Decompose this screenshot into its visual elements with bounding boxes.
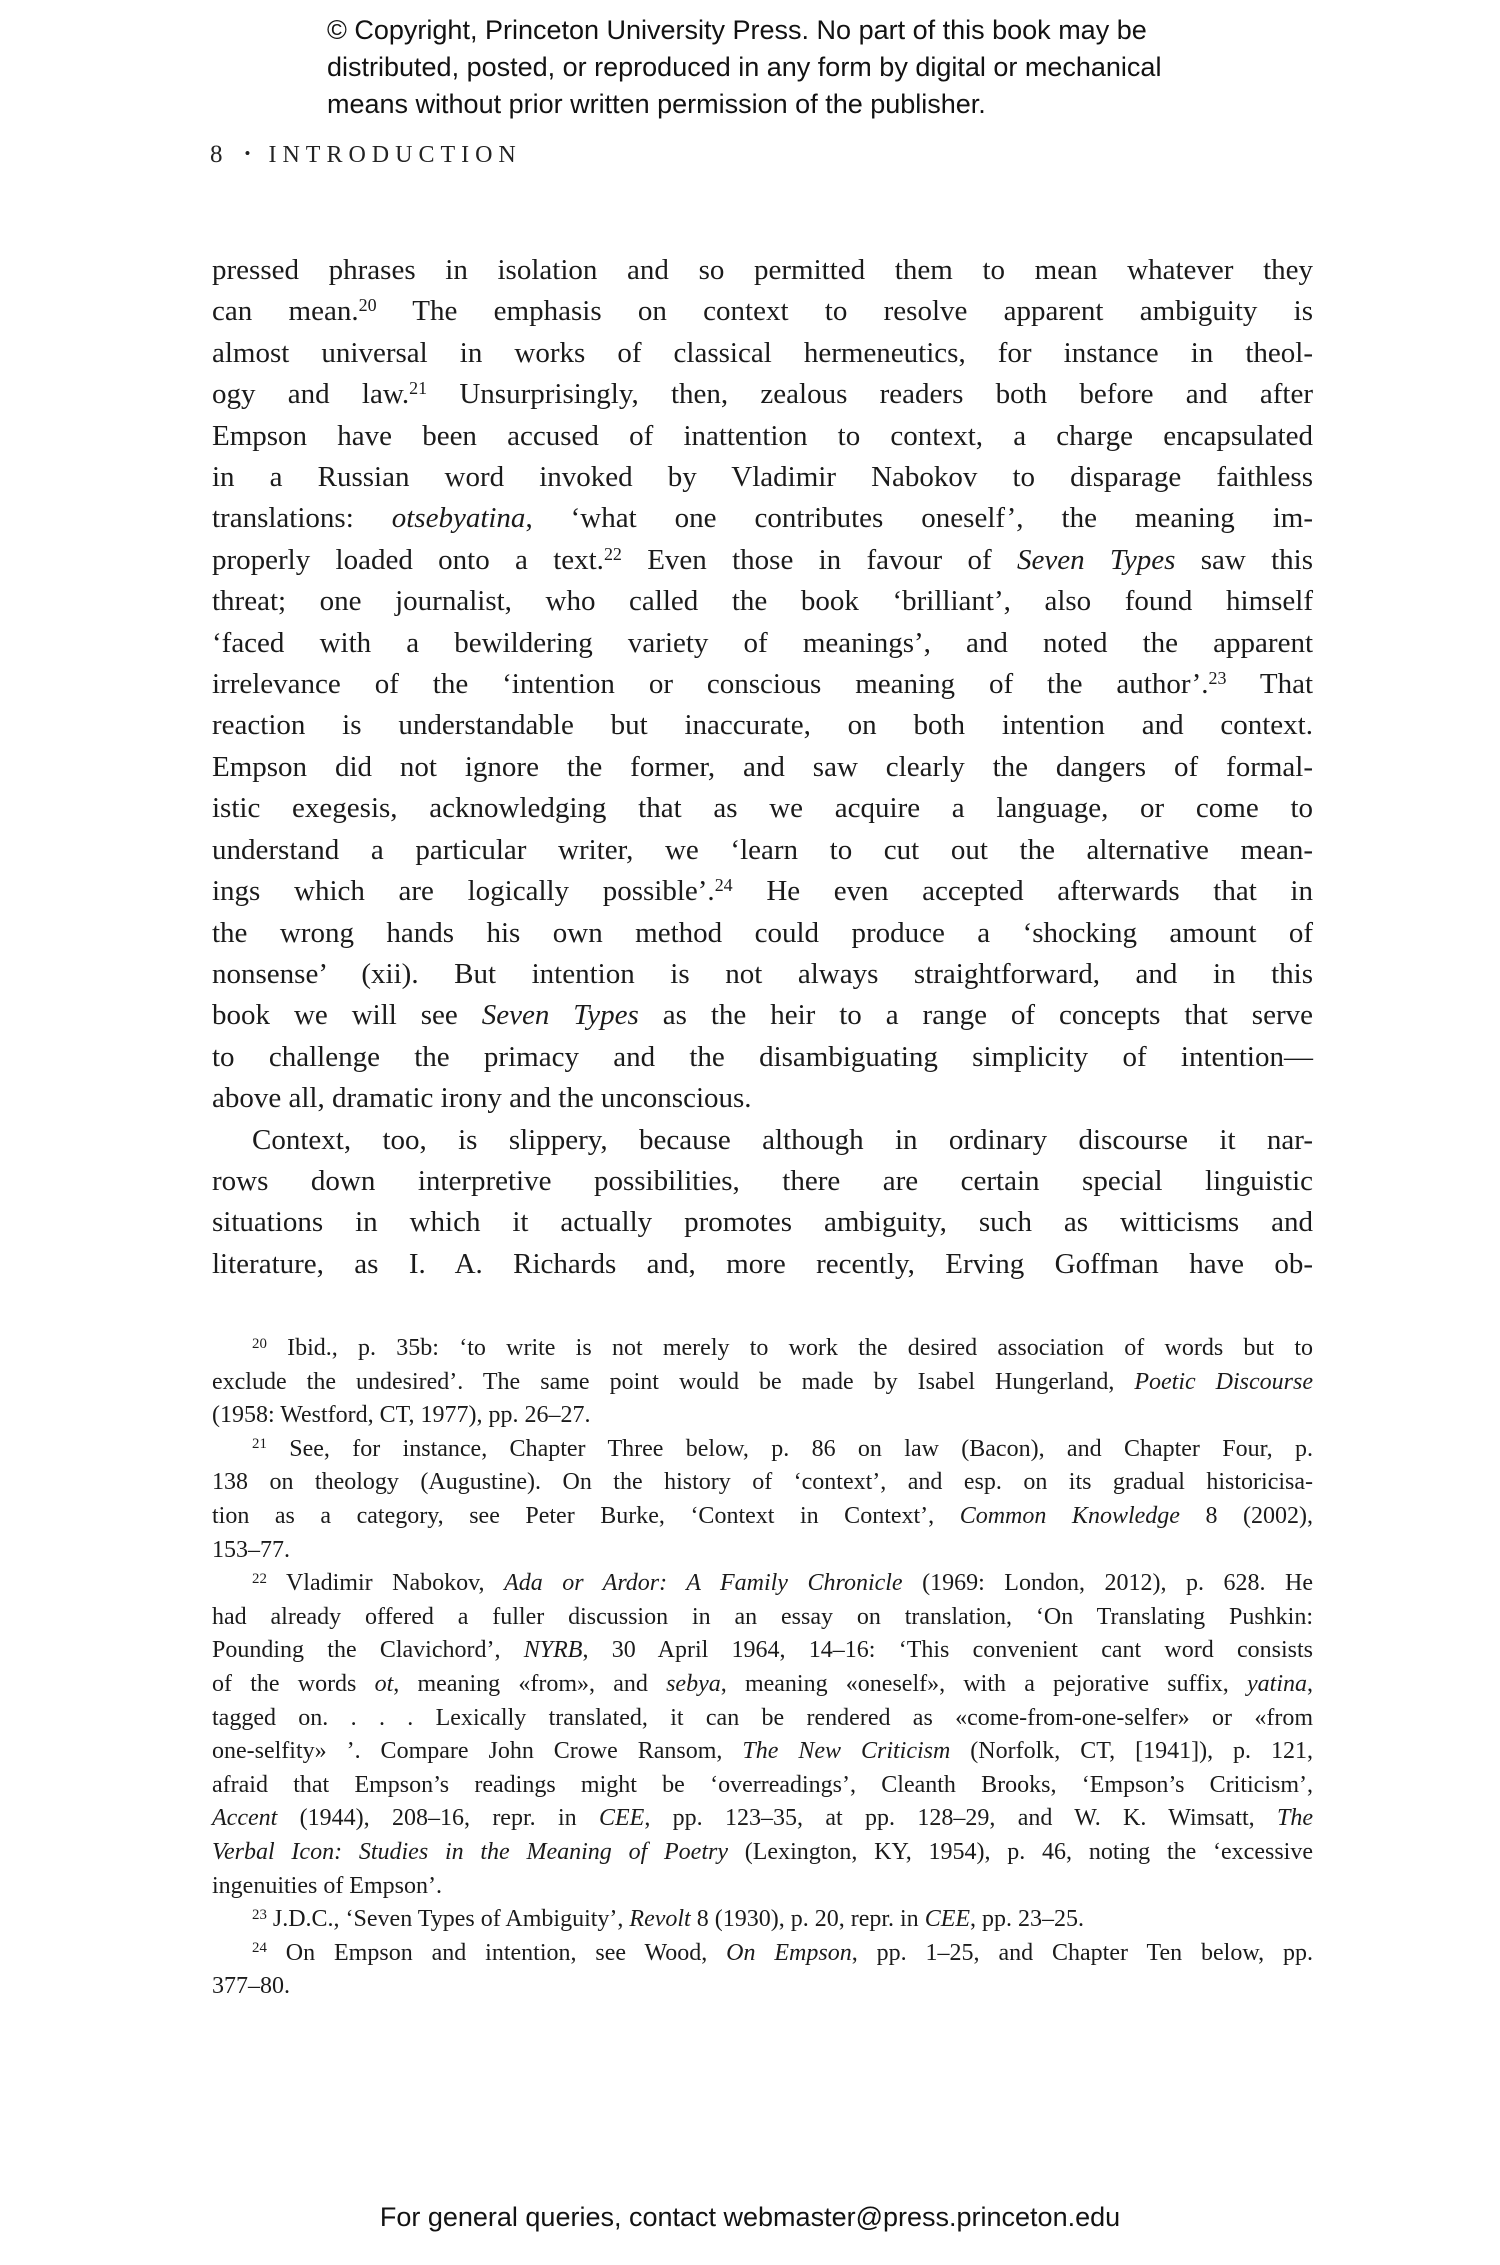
text-segment: Context, too, is slippery, because although in ordinary discourse it nar- xyxy=(252,1123,1313,1156)
text-segment: 153–77. xyxy=(212,1536,290,1563)
footnote-number: 23 xyxy=(252,1906,267,1923)
text-line xyxy=(212,1970,1313,2004)
text-segment: tion as a category, see Peter Burke, ‘Context in Context’, xyxy=(212,1502,960,1529)
page-footer xyxy=(0,2202,1500,2233)
text-segment: J.D.C., ‘Seven Types of Ambiguity’, xyxy=(266,1906,630,1933)
text-line xyxy=(212,1769,1313,1803)
footnote xyxy=(212,1903,1313,1937)
text-segment: , pp. 1–25, and Chapter Ten below, pp. xyxy=(851,1939,1314,1966)
text-segment: afraid that Empson’s readings might be ‘overreadings’, Cleanth Brooks, ‘Empson’s Criticism’, xyxy=(212,1771,1313,1798)
footnote-number: 20 xyxy=(252,1335,267,1352)
text-segment: pressed phrases in isolation and so permitted them to mean whatever they xyxy=(212,254,1313,286)
text-segment: nonsense’ (xii). But intention is not always straightforward, and in this xyxy=(212,957,1313,990)
copyright-line: © Copyright, Princeton University Press. No part of this book may be xyxy=(327,15,1147,45)
text-line xyxy=(212,1735,1313,1769)
italic-text: The New Criticism xyxy=(742,1738,951,1765)
text-line xyxy=(212,416,1313,457)
bullet-separator-icon: • xyxy=(244,144,251,163)
italic-text: Accent xyxy=(212,1805,278,1832)
text-segment: can mean. xyxy=(212,295,359,328)
text-segment: tagged on. . . . Lexically translated, it can be rendered as «come-from-one-selfer» or «from xyxy=(212,1704,1313,1731)
text-segment: irrelevance of the ‘intention or conscious meaning of the author’. xyxy=(212,668,1209,701)
text-segment: properly loaded onto a text. xyxy=(212,543,604,576)
text-line xyxy=(212,581,1313,622)
text-segment: Pounding the Clavichord’, xyxy=(212,1637,524,1664)
text-segment: saw this xyxy=(1175,543,1314,576)
italic-text: Ada or Ardor: A Family Chronicle xyxy=(504,1570,903,1597)
page-number: 8 xyxy=(210,141,223,168)
text-segment: That xyxy=(1226,668,1313,701)
text-segment: Ibid., p. 35b: ‘to write is not merely to work the desired association of words but to xyxy=(266,1335,1313,1361)
text-segment: The emphasis on context to resolve apparent ambiguity is xyxy=(376,295,1313,328)
italic-text: Poetic Discourse xyxy=(1134,1368,1313,1395)
text-segment: exclude the undesired’. The same point would be made by Isabel Hungerland, xyxy=(212,1368,1135,1395)
italic-text: Common Knowledge xyxy=(959,1502,1180,1529)
text-segment: Vladimir Nabokov, xyxy=(266,1570,505,1597)
text-line xyxy=(212,1601,1313,1635)
text-segment: , meaning «from», and xyxy=(393,1670,667,1697)
text-segment: ings which are logically possible’. xyxy=(212,875,715,908)
text-segment: above all, dramatic irony and the unconscious. xyxy=(212,1082,752,1115)
text-segment: Empson did not ignore the former, and saw clearly the dangers of formal- xyxy=(212,750,1313,783)
text-segment: (Lexington, KY, 1954), p. 46, noting the ‘excessive xyxy=(727,1838,1313,1865)
italic-text: sebya xyxy=(666,1670,721,1697)
footnote xyxy=(212,1332,1313,1433)
text-segment: , pp. 23–25. xyxy=(970,1906,1085,1933)
footnote xyxy=(212,1433,1313,1567)
text-segment: Even those in favour of xyxy=(621,543,1017,576)
text-segment: reaction is understandable but inaccurate, on both intention and context. xyxy=(212,709,1313,742)
text-line xyxy=(212,333,1313,374)
text-segment: had already offered a fuller discussion in an essay on translation, ‘On Translating Pushkin: xyxy=(212,1603,1313,1630)
footnote-number: 24 xyxy=(252,1940,267,1957)
text-segment: threat; one journalist, who called the book ‘brilliant’, also found himself xyxy=(212,585,1313,618)
italic-text: ot xyxy=(374,1670,394,1697)
text-line xyxy=(212,1078,1313,1119)
text-segment: He even accepted afterwards that in xyxy=(732,875,1313,908)
footnotes-section xyxy=(212,1332,1313,2004)
text-line xyxy=(212,540,1313,581)
footnote xyxy=(212,1567,1313,1903)
footnote-number: 22 xyxy=(252,1570,267,1587)
italic-text: yatina xyxy=(1247,1670,1307,1697)
text-segment: of the words xyxy=(212,1670,375,1697)
text-line xyxy=(212,1567,1313,1601)
text-line xyxy=(212,1399,1313,1433)
text-line xyxy=(212,1836,1313,1870)
text-line xyxy=(212,1500,1313,1534)
text-line xyxy=(212,913,1313,954)
text-segment: On Empson and intention, see Wood, xyxy=(266,1939,727,1966)
chapter-title: INTRODUCTION xyxy=(268,142,522,168)
text-line xyxy=(212,1534,1313,1568)
footnote-number: 20 xyxy=(358,295,377,316)
text-segment: , 30 April 1964, 14–16: ‘This convenient cant word consists xyxy=(582,1637,1314,1664)
italic-text: The xyxy=(1277,1805,1313,1832)
text-segment: 138 on theology (Augustine). On the history of ‘context’, and esp. on its gradual historicisa- xyxy=(212,1469,1313,1496)
italic-text: CEE xyxy=(598,1805,645,1832)
text-segment: 8 (2002), xyxy=(1179,1502,1313,1529)
text-segment: See, for instance, Chapter Three below, p. 86 on law (Bacon), and Chapter Four, p. xyxy=(266,1435,1313,1462)
text-segment: as the heir to a range of concepts that serve xyxy=(638,999,1313,1032)
footnote-number: 21 xyxy=(409,378,428,399)
italic-text: Seven Types xyxy=(1016,543,1176,576)
text-line xyxy=(212,291,1313,332)
text-segment: , pp. 123–35, at pp. 128–29, and W. K. Wimsatt, xyxy=(644,1805,1277,1832)
text-line xyxy=(212,1702,1313,1736)
text-segment: book we will see xyxy=(212,999,482,1032)
text-line xyxy=(212,664,1313,705)
text-line xyxy=(212,1202,1313,1243)
text-segment: , meaning «oneself», with a pejorative suffix, xyxy=(720,1670,1247,1697)
text-line xyxy=(212,1466,1313,1500)
text-segment: , ‘what one contributes oneself’, the meaning im- xyxy=(525,502,1313,535)
text-segment: ogy and law. xyxy=(212,378,410,411)
text-line xyxy=(212,995,1313,1036)
running-head xyxy=(210,141,522,169)
text-segment: (Norfolk, CT, [1941]), p. 121, xyxy=(950,1738,1314,1765)
text-line xyxy=(212,1244,1313,1285)
footnote-number: 23 xyxy=(1208,668,1227,689)
copyright-line: distributed, posted, or reproduced in any form by digital or mechanical xyxy=(327,52,1162,82)
text-segment: istic exegesis, acknowledging that as we acquire a language, or come to xyxy=(212,792,1313,825)
footnote-number: 22 xyxy=(603,543,622,564)
paragraph xyxy=(212,250,1313,1120)
text-segment: 377–80. xyxy=(212,1973,290,2000)
text-segment: Empson have been accused of inattention to context, a charge encapsulated xyxy=(212,419,1313,452)
text-line xyxy=(212,374,1313,415)
footnote-number: 21 xyxy=(252,1436,267,1453)
text-segment: almost universal in works of classical hermeneutics, for instance in theol- xyxy=(212,336,1313,369)
text-line xyxy=(212,1366,1313,1400)
text-line xyxy=(212,1802,1313,1836)
italic-text: On Empson xyxy=(726,1939,852,1966)
text-line xyxy=(212,1332,1313,1366)
text-line xyxy=(212,1668,1313,1702)
footer-text: For general queries, contact webmaster@press.princeton.edu xyxy=(379,2202,1121,2232)
italic-text: Revolt xyxy=(629,1906,691,1933)
text-segment: translations: xyxy=(212,502,392,535)
italic-text: CEE xyxy=(924,1906,971,1933)
text-line xyxy=(212,747,1313,788)
text-line xyxy=(212,871,1313,912)
text-segment: literature, as I. A. Richards and, more recently, Erving Goffman have ob- xyxy=(212,1247,1313,1280)
text-segment: (1969: London, 2012), p. 628. He xyxy=(902,1570,1314,1597)
text-line xyxy=(212,623,1313,664)
italic-text: Verbal Icon: Studies in the Meaning of Poetry xyxy=(212,1838,728,1865)
paragraph xyxy=(212,1120,1313,1286)
text-segment: in a Russian word invoked by Vladimir Nabokov to disparage faithless xyxy=(212,461,1313,494)
text-line xyxy=(212,788,1313,829)
text-line xyxy=(212,830,1313,871)
text-segment: 8 (1930), p. 20, repr. in xyxy=(690,1906,925,1933)
text-segment: understand a particular writer, we ‘learn to cut out the alternative mean- xyxy=(212,833,1313,866)
text-line xyxy=(212,1870,1313,1904)
text-line xyxy=(212,457,1313,498)
text-line xyxy=(212,1634,1313,1668)
italic-text: Seven Types xyxy=(481,999,639,1032)
text-line xyxy=(212,498,1313,539)
copyright-line: means without prior written permission of the publisher. xyxy=(327,89,986,119)
text-segment: rows down interpretive possibilities, there are certain special linguistic xyxy=(212,1164,1313,1197)
footnote-number: 24 xyxy=(714,875,733,896)
italic-text: NYRB xyxy=(523,1637,583,1664)
text-line xyxy=(212,1037,1313,1078)
text-line xyxy=(212,954,1313,995)
text-segment: (1958: Westford, CT, 1977), pp. 26–27. xyxy=(212,1402,591,1429)
text-line xyxy=(212,1903,1313,1937)
copyright-notice xyxy=(327,12,1161,123)
text-line xyxy=(212,1433,1313,1467)
body-text xyxy=(212,250,1313,1285)
text-line xyxy=(212,1120,1313,1161)
italic-text: otsebyatina xyxy=(391,502,526,535)
text-line xyxy=(212,1161,1313,1202)
text-line xyxy=(212,250,1313,291)
text-segment: the wrong hands his own method could produce a ‘shocking amount of xyxy=(212,916,1313,949)
text-segment: to challenge the primacy and the disambiguating simplicity of intention— xyxy=(212,1040,1313,1073)
text-segment: (1944), 208–16, repr. in xyxy=(277,1805,599,1832)
text-segment: ‘faced with a bewildering variety of meanings’, and noted the apparent xyxy=(212,626,1313,659)
text-segment: ingenuities of Empson’. xyxy=(212,1872,442,1899)
text-segment: Unsurprisingly, then, zealous readers both before and after xyxy=(427,378,1313,411)
footnote xyxy=(212,1937,1313,2004)
text-line xyxy=(212,1937,1313,1971)
text-segment: one-selfity» ’. Compare John Crowe Ransom, xyxy=(212,1738,743,1765)
text-segment: , xyxy=(1307,1670,1313,1697)
text-line xyxy=(212,705,1313,746)
text-segment: situations in which it actually promotes ambiguity, such as witticisms and xyxy=(212,1206,1313,1239)
